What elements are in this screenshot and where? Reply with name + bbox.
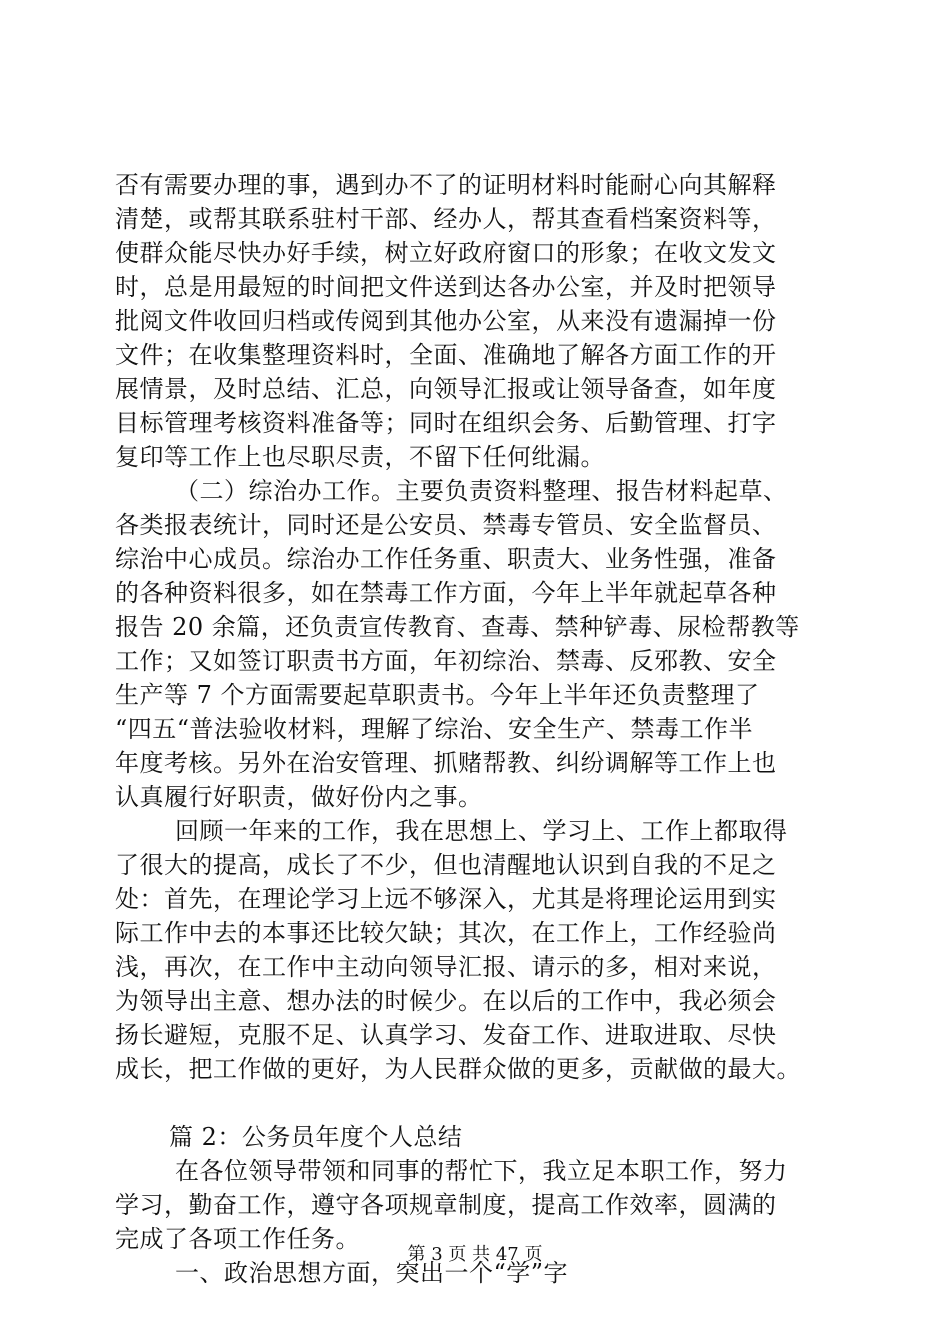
text-line: 际工作中去的本事还比较欠缺；其次，在工作上，工作经验尚 [115, 919, 777, 947]
text-line: 各类报表统计，同时还是公安员、禁毒专管员、安全监督员、 [115, 511, 777, 539]
text-line: 清楚，或帮其联系驻村干部、经办人，帮其查看档案资料等， [115, 205, 777, 233]
paragraph-1 [115, 168, 855, 474]
text-line: 综治中心成员。综治办工作任务重、职责大、业务性强，准备 [115, 545, 777, 573]
blank-line [115, 1086, 855, 1120]
text-line: 一、政治思想方面，突出一个“学”字 [175, 1259, 569, 1287]
text-line: 成长，把工作做的更好，为人民群众做的更多，贡献做的最大。 [115, 1055, 801, 1083]
page-footer: 第 3 页 共 47 页 [407, 1244, 543, 1265]
text-line: 使群众能尽快办好手续，树立好政府窗口的形象；在收文发文 [115, 239, 777, 267]
text-line: “四五“普法验收材料，理解了综治、安全生产、禁毒工作半 [115, 715, 754, 743]
text-line: 完成了各项工作任务。 [115, 1225, 360, 1253]
text-line: 扬长避短，克服不足、认真学习、发奋工作、进取进取、尽快 [115, 1021, 777, 1049]
text-line: 处：首先，在理论学习上远不够深入，尤其是将理论运用到实 [115, 885, 777, 913]
section-heading: 篇 2：公务员年度个人总结 [169, 1123, 463, 1151]
document-body [115, 168, 855, 1290]
text-line: 回顾一年来的工作，我在思想上、学习上、工作上都取得 [175, 817, 788, 845]
text-line: 年度考核。另外在治安管理、抓赌帮教、纠纷调解等工作上也 [115, 749, 777, 777]
text-line: 认真履行好职责，做好份内之事。 [115, 783, 483, 811]
paragraph-3 [115, 814, 855, 1086]
text-line: 复印等工作上也尽职尽责，不留下任何纰漏。 [115, 443, 605, 471]
text-line: 浅，再次，在工作中主动向领导汇报、请示的多，相对来说， [115, 953, 777, 981]
paragraph-2 [115, 474, 855, 814]
text-line: 生产等 7 个方面需要起草职责书。今年上半年还负责整理了 [115, 681, 760, 709]
text-line: 的各种资料很多，如在禁毒工作方面，今年上半年就起草各种 [115, 579, 777, 607]
text-line: 报告 20 余篇，还负责宣传教育、查毒、禁种铲毒、尿检帮教等 [115, 613, 800, 641]
paragraph-4 [115, 1154, 855, 1256]
text-line: 了很大的提高，成长了不少，但也清醒地认识到自我的不足之 [115, 851, 777, 879]
text-line: 学习，勤奋工作，遵守各项规章制度，提高工作效率，圆满的 [115, 1191, 777, 1219]
text-line: 在各位领导带领和同事的帮忙下，我立足本职工作，努力 [175, 1157, 788, 1185]
text-line: 批阅文件收回归档或传阅到其他办公室，从来没有遗漏掉一份 [115, 307, 777, 335]
text-line: 否有需要办理的事，遇到办不了的证明材料时能耐心向其解释 [115, 171, 777, 199]
text-line: 时，总是用最短的时间把文件送到达各办公室，并及时把领导 [115, 273, 777, 301]
text-line: 文件；在收集整理资料时，全面、准确地了解各方面工作的开 [115, 341, 777, 369]
text-line: 为领导出主意、想办法的时候少。在以后的工作中，我必须会 [115, 987, 777, 1015]
text-line: 目标管理考核资料准备等；同时在组织会务、后勤管理、打字 [115, 409, 777, 437]
text-line: 展情景，及时总结、汇总，向领导汇报或让领导备查，如年度 [115, 375, 777, 403]
text-line: （二）综治办工作。主要负责资料整理、报告材料起草、 [175, 477, 788, 505]
text-line: 工作；又如签订职责书方面，年初综治、禁毒、反邪教、安全 [115, 647, 777, 675]
